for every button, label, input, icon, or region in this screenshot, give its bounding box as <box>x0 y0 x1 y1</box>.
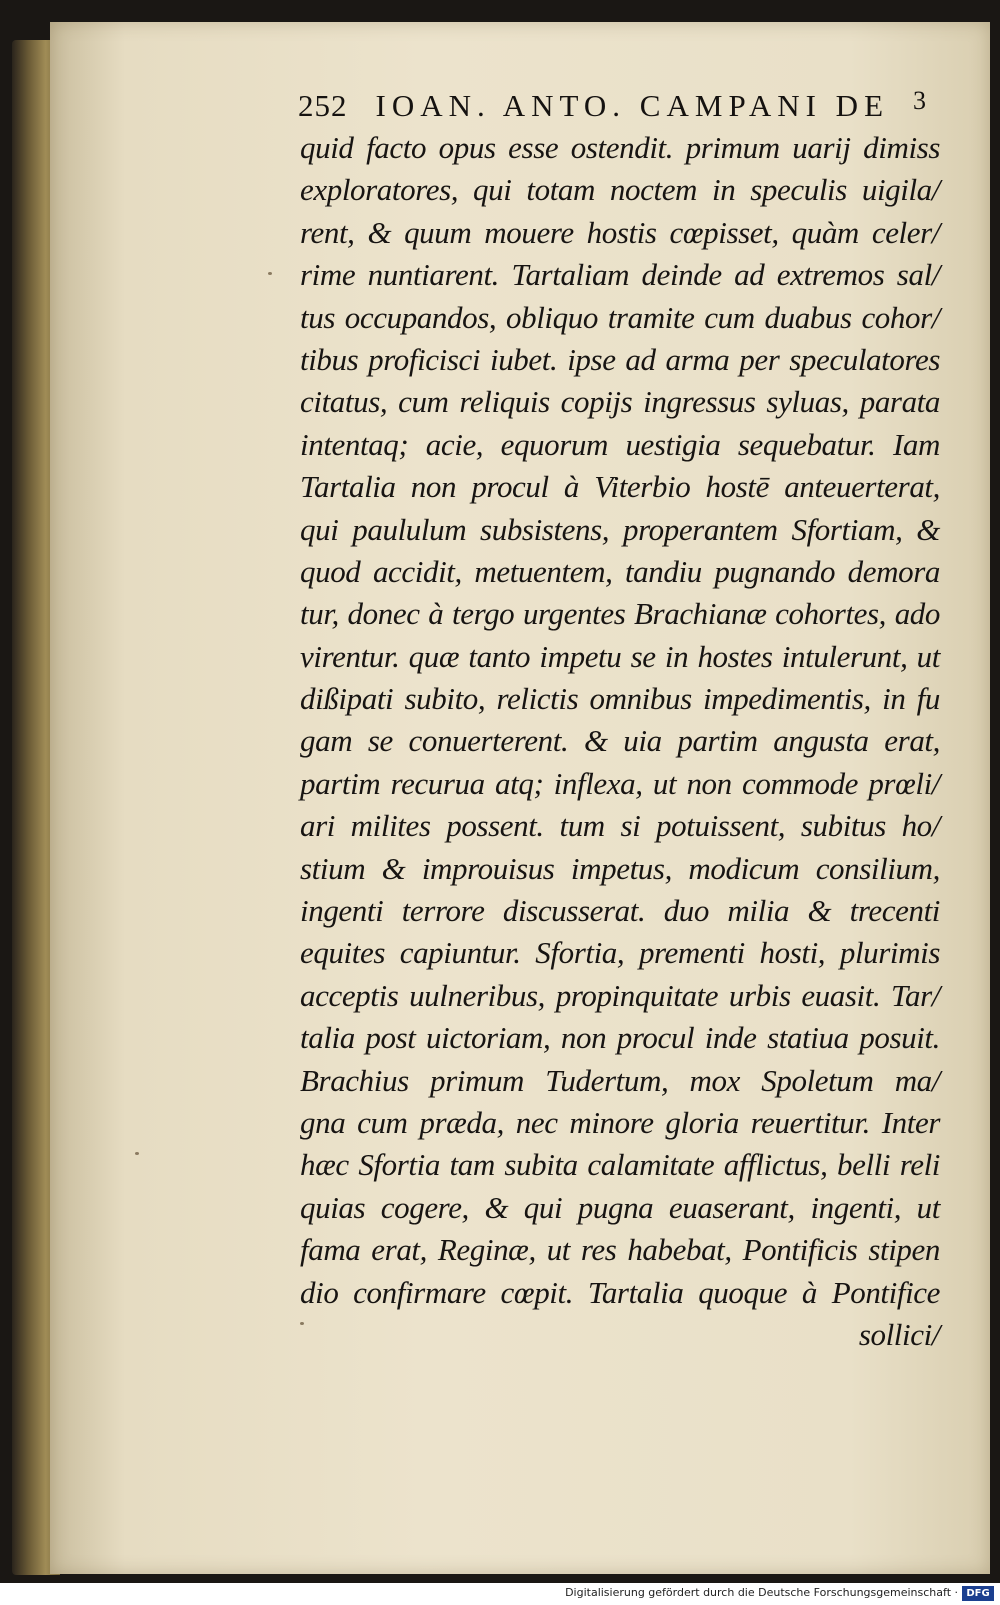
text-line: quod accidit, metuentem, tandiu pugnando demora <box>300 553 940 589</box>
text-line: fama erat, Reginæ, ut res habebat, Pontificis stipen <box>300 1232 940 1268</box>
text-line: tur, donec à tergo urgentes Brachianæ cohortes, ado <box>300 596 940 632</box>
text-line: tus occupandos, obliquo tramite cum duabus cohor/ <box>300 299 940 335</box>
corner-mark: 3 <box>913 86 932 115</box>
text-line: citatus, cum reliquis copijs ingressus syluas, parata <box>300 384 940 420</box>
text-line: dio confirmare cœpit. Tartalia quoque à Pontifice <box>300 1274 940 1310</box>
paper-speck <box>268 272 272 275</box>
catchword: sollici/ <box>858 1316 940 1352</box>
paper-speck <box>135 1152 139 1155</box>
text-line: gam se conuerterent. & uia partim angusta erat, <box>300 723 940 759</box>
text-line: virentur. quæ tanto impetu se in hostes intulerunt, ut <box>300 638 940 674</box>
text-line: hæc Sfortia tam subita calamitate afflictus, belli reli <box>300 1147 940 1183</box>
text-line: rime nuntiarent. Tartaliam deinde ad extremos sal/ <box>300 257 940 293</box>
text-line: quias cogere, & qui pugna euaserant, ingenti, ut <box>300 1189 940 1225</box>
text-line: tibus proficisci iubet. ipse ad arma per speculatores <box>300 341 940 377</box>
text-line: exploratores, qui totam noctem in speculis uigila/ <box>300 172 940 208</box>
text-line: dißipati subito, relictis omnibus impedimentis, in fu <box>300 681 940 717</box>
text-line: partim recurua atq; inflexa, ut non commode prœli/ <box>300 765 940 801</box>
text-line: gna cum præda, nec minore gloria reuertitur. Inter <box>300 1104 940 1140</box>
text-line: talia post uictoriam, non procul inde statiua posuit. <box>300 1020 940 1056</box>
body-text <box>300 127 940 1356</box>
text-line: rent, & quum mouere hostis cœpisset, quàm celer/ <box>300 214 940 250</box>
text-line: intentaq; acie, equorum uestigia sequebatur. Iam <box>300 426 940 462</box>
dfg-logo: DFG <box>962 1586 994 1601</box>
page-number: 252 <box>298 88 348 123</box>
text-line: equites capiuntur. Sfortia, prementi hosti, plurimis <box>300 935 940 971</box>
text-line: stium & improuisus impetus, modicum consilium, <box>300 850 940 886</box>
running-header <box>298 88 938 128</box>
text-line: Brachius primum Tudertum, mox Spoletum ma/ <box>300 1062 940 1098</box>
text-line: quid facto opus esse ostendit. primum uarij dimiss <box>300 130 940 165</box>
running-head-title: IOAN. ANTO. CAMPANI DE <box>375 88 890 123</box>
text-line: qui paululum subsistens, properantem Sfortiam, & <box>300 511 940 547</box>
digitization-footer <box>0 1583 1000 1605</box>
text-line: acceptis uulneribus, propinquitate urbis euasit. Tar/ <box>300 977 940 1013</box>
text-line: Tartalia non procul à Viterbio hostē anteuerterat, <box>300 469 940 505</box>
funding-credit: Digitalisierung gefördert durch die Deutsche Forschungsgemeinschaft · <box>565 1586 958 1599</box>
text-line: ingenti terrore discusserat. duo milia & trecenti <box>300 893 940 929</box>
text-line: ari milites possent. tum si potuissent, subitus ho/ <box>300 808 940 844</box>
